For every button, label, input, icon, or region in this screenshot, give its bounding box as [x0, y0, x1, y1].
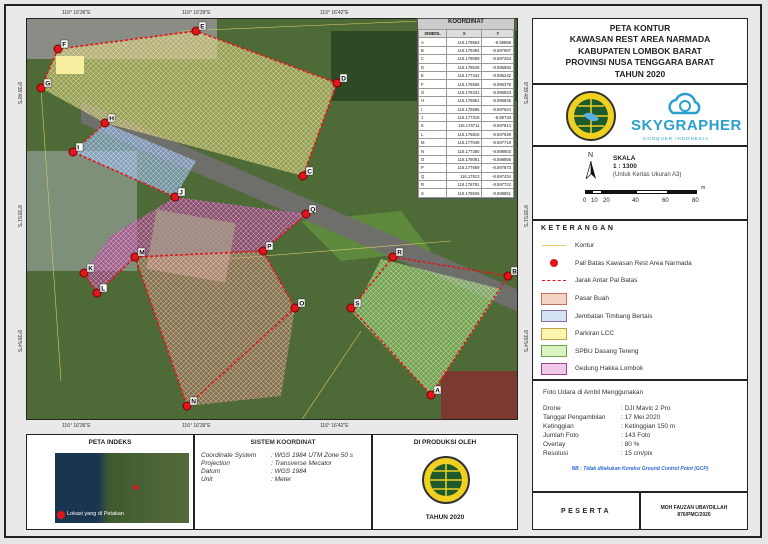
symbol-cell: M — [419, 139, 447, 147]
x-cell: 116.178563 — [447, 38, 482, 46]
y-cell: -8.597928 — [482, 130, 514, 138]
aerial-photo-info — [532, 380, 748, 492]
marker-label: R — [397, 249, 403, 257]
x-cell: 116.177442 — [447, 71, 482, 79]
info-value: : 15 cm/pix — [621, 450, 653, 457]
table-row — [419, 63, 514, 71]
scale-tick: 80 — [692, 198, 699, 204]
parking-building — [56, 56, 84, 74]
symbol-cell: H — [419, 97, 447, 105]
symbol-cell: C — [419, 55, 447, 63]
x-cell: 116.178781 — [447, 181, 482, 189]
table-row — [419, 38, 514, 46]
info-value: : 80 % — [621, 441, 640, 448]
legend-title: KETERANGAN — [541, 225, 616, 232]
marker-label: N — [191, 398, 197, 406]
north-label: N — [588, 152, 594, 159]
title-line: KABUPATEN LOMBOK BARAT — [578, 45, 702, 56]
info-key: Drone — [543, 405, 561, 412]
emblem-logo — [533, 85, 749, 147]
y-cell: -8.597254 — [482, 55, 514, 63]
skygrapher-tagline: CONQUER INDONESIA — [643, 136, 710, 141]
table-row — [419, 164, 514, 172]
y-cell: -8.596242 — [482, 71, 514, 79]
info-key: Resolusi — [543, 450, 568, 457]
scale-tick: 60 — [662, 198, 669, 204]
y-cell: -8.596845 — [482, 97, 514, 105]
scale-ratio: 1 : 1300 — [613, 163, 637, 170]
marker-label: I — [77, 144, 80, 152]
table-row — [419, 80, 514, 88]
info-row — [201, 476, 365, 484]
producer-title: DI PRODUKSI OLEH — [413, 439, 477, 446]
symbol-cell: L — [419, 130, 447, 138]
symbol-cell: A — [419, 38, 447, 46]
lat-tick: 8°35'48"S — [522, 82, 528, 104]
marker-label: G — [45, 80, 51, 88]
table-row — [419, 130, 514, 138]
symbol-cell: E — [419, 71, 447, 79]
info-key: Tanggal Pengambilan — [543, 414, 606, 421]
legend-item-parkiran: Parkiran LCC — [541, 325, 739, 343]
table-row — [419, 172, 514, 180]
lon-tick: 116° 16'42"E — [320, 423, 349, 429]
x-cell: 116.178089 — [447, 55, 482, 63]
y-cell: -8.597722 — [482, 181, 514, 189]
koordinat-title: KOORDINAT — [418, 19, 514, 29]
col-header: Y — [482, 30, 514, 38]
symbol-cell: G — [419, 88, 447, 96]
lat-tick: 8°35'51"S — [522, 205, 528, 227]
y-cell: -8.59859 — [482, 38, 514, 46]
index-map-title: PETA INDEKS — [88, 439, 132, 446]
x-cell: 116.177319 — [447, 113, 482, 121]
marker-label: S — [355, 300, 360, 308]
table-row — [419, 155, 514, 163]
title-line: KAWASAN REST AREA NARMADA — [569, 34, 711, 45]
y-cell: -8.598603 — [482, 147, 514, 155]
marker-label: F — [62, 41, 67, 49]
info-row — [201, 452, 365, 460]
info-key: Overlay — [543, 441, 566, 448]
table-row — [419, 97, 514, 105]
lat-tick: 8°35'54"S — [16, 330, 22, 352]
lon-tick: 116° 16'39"E — [182, 423, 211, 429]
logos-panel — [532, 84, 748, 146]
symbol-cell: F — [419, 80, 447, 88]
marker-label: M — [139, 249, 145, 257]
info-value: : Transverse Mecator — [271, 460, 332, 467]
table-row — [419, 113, 514, 121]
x-cell: 116.176711 — [447, 122, 482, 130]
col-header: X — [447, 30, 482, 38]
marker-label: J — [179, 189, 183, 197]
info-row — [543, 440, 737, 449]
cloud-camera-icon — [665, 89, 705, 119]
table-row — [419, 189, 514, 197]
y-cell: -8.597907 — [482, 46, 514, 54]
y-cell: -8.596993 — [482, 63, 514, 71]
symbol-cell: O — [419, 155, 447, 163]
info-row — [201, 468, 365, 476]
marker-label: E — [200, 23, 205, 31]
info-row — [543, 413, 737, 422]
x-cell: 116.178549 — [447, 63, 482, 71]
north-arrow-icon — [586, 161, 596, 179]
gcp-note: NB : Tidak dilakukan Koreksi Ground Control Point (GCP) — [571, 466, 709, 472]
info-row — [543, 449, 737, 458]
y-cell: -8.597624 — [482, 105, 514, 113]
y-cell: -8.598856 — [482, 155, 514, 163]
marker-label: C — [307, 168, 313, 176]
x-cell: 116.176555 — [447, 80, 482, 88]
symbol-cell: Q — [419, 172, 447, 180]
marker-label: B — [512, 268, 518, 276]
x-cell: 116.17813 — [447, 172, 482, 180]
x-cell: 116.177659 — [447, 164, 482, 172]
table-row — [419, 181, 514, 189]
x-cell: 116.176851 — [447, 97, 482, 105]
title-line: TAHUN 2020 — [614, 68, 666, 79]
location-marker-icon — [57, 511, 65, 519]
koordinat-table — [417, 18, 515, 199]
info-value: : WGS 1984 — [271, 468, 307, 475]
symbol-cell: N — [419, 147, 447, 155]
marker-label: D — [341, 75, 347, 83]
y-cell: -8.596823 — [482, 88, 514, 96]
producer-year: TAHUN 2020 — [425, 514, 465, 521]
index-map-legend: Lokasi yang di Petakan — [67, 511, 124, 517]
info-key: Jumlah Foto — [543, 432, 579, 439]
x-cell: 116.177380 — [447, 147, 482, 155]
table-row — [419, 55, 514, 63]
scale-unit: m — [701, 185, 706, 191]
info-row — [201, 460, 365, 468]
skygrapher-brand: SKYGRAPHER — [631, 117, 742, 134]
symbol-cell: B — [419, 46, 447, 54]
lat-tick: 8°35'54"S — [522, 330, 528, 352]
symbol-cell: J — [419, 113, 447, 121]
table-row — [419, 147, 514, 155]
y-cell: -8.597719 — [482, 139, 514, 147]
legend-panel — [532, 220, 748, 380]
producer-emblem-logo — [421, 455, 471, 505]
table-row — [419, 139, 514, 147]
symbol-cell: D — [419, 63, 447, 71]
index-map-image[interactable] — [55, 453, 189, 523]
peserta-label: PESERTA — [532, 492, 640, 530]
table-row — [419, 105, 514, 113]
scale-bar — [585, 190, 697, 194]
map-title-panel — [532, 18, 748, 84]
marker-label: H — [109, 115, 115, 123]
symbol-cell: P — [419, 164, 447, 172]
info-value: : Meter — [271, 476, 292, 483]
legend-item-kontur: Kontur — [541, 237, 739, 255]
legend-item-jarak: Jarak Antar Pal Batas — [541, 272, 739, 290]
scale-tick: 20 — [603, 198, 610, 204]
scale-tick: 10 — [591, 198, 598, 204]
x-cell: 116.178081 — [447, 155, 482, 163]
x-cell: 116.178431 — [447, 88, 482, 96]
title-line: PETA KONTUR — [609, 23, 671, 33]
scale-note: (Untuk Kertas Ukuran A3) — [613, 172, 682, 178]
participant-panel — [640, 492, 748, 530]
scale-label: SKALA — [613, 155, 636, 162]
y-cell: -8.597873 — [482, 164, 514, 172]
symbol-cell: R — [419, 181, 447, 189]
y-cell: -8.596378 — [482, 80, 514, 88]
symbol-cell: S — [419, 189, 447, 197]
col-header: SIMBOL — [419, 30, 447, 38]
participant-name: MOH FAUZAN UBAYDILLAH — [660, 505, 728, 511]
legend-item-pal-batas: Pall Batas Kawasan Rest Area Narmada — [541, 255, 739, 273]
x-cell: 116.177048 — [447, 139, 482, 147]
lon-tick: 116° 16'42"E — [320, 10, 349, 16]
marker-label: Q — [310, 206, 316, 214]
coordinate-system-panel — [194, 434, 372, 530]
coordinate-system-title: SISTEM KOORDINAT — [250, 439, 316, 446]
info-value: : WGS 1984 UTM Zone 50 s — [271, 452, 354, 459]
y-cell: -8.598851 — [482, 189, 514, 197]
table-row — [419, 122, 514, 130]
x-cell: 116.178626 — [447, 189, 482, 197]
table-row — [419, 46, 514, 54]
info-value: : DJI Mavic 2 Pro — [621, 405, 671, 412]
y-cell: -8.59733 — [482, 113, 514, 121]
marker-label: L — [101, 285, 106, 293]
producer-panel — [372, 434, 518, 530]
lon-tick: 116° 16'36"E — [62, 423, 91, 429]
symbol-cell: I — [419, 105, 447, 113]
symbol-cell: K — [419, 122, 447, 130]
legend-item-pasar-buah: Pasar Buah — [541, 290, 739, 308]
marker-label: P — [267, 243, 272, 251]
marker-label: A — [435, 387, 441, 395]
info-key: Unit — [201, 476, 213, 483]
marker-label: K — [88, 265, 94, 273]
info-row — [543, 404, 737, 413]
legend-item-jembatan: Jembatan Timbang Bertais — [541, 307, 739, 325]
lat-tick: 8°35'51"S — [16, 205, 22, 227]
info-key: Coordinate System — [201, 452, 257, 459]
participant-id: 876/PMC/2020 — [677, 512, 711, 518]
y-cell: -8.597814 — [482, 122, 514, 130]
info-key: Projection — [201, 460, 230, 467]
x-cell: 116.176815 — [447, 130, 482, 138]
info-row — [543, 431, 737, 440]
y-cell: -8.597434 — [482, 172, 514, 180]
scale-panel — [532, 146, 748, 220]
lat-tick: 8°35'48"S — [16, 82, 22, 104]
scale-tick: 0 — [583, 198, 587, 204]
info-value: : 143 Foto — [621, 432, 651, 439]
table-row — [419, 71, 514, 79]
lon-tick: 116° 16'39"E — [182, 10, 211, 16]
info-row — [543, 422, 737, 431]
info-key: Ketinggian — [543, 423, 574, 430]
info-key: Datum — [201, 468, 221, 475]
marker-label: O — [299, 300, 305, 308]
legend-item-hakka: Gedung Hakka Lombok — [541, 360, 739, 378]
info-value: : 17 Mei 2020 — [621, 414, 661, 421]
info-value: : Ketinggian 150 m — [621, 423, 676, 430]
x-cell: 116.179494 — [447, 46, 482, 54]
title-line: PROVINSI NUSA TENGGARA BARAT — [565, 57, 715, 68]
foto-heading: Foto Udara di Ambil Menggunakan — [543, 389, 644, 396]
table-row — [419, 88, 514, 96]
scale-tick: 40 — [632, 198, 639, 204]
index-map-panel — [26, 434, 194, 530]
x-cell: 116.176585 — [447, 105, 482, 113]
legend-item-spbu: SPBU Dasang Tereng — [541, 343, 739, 361]
lon-tick: 116° 16'36"E — [62, 10, 91, 16]
